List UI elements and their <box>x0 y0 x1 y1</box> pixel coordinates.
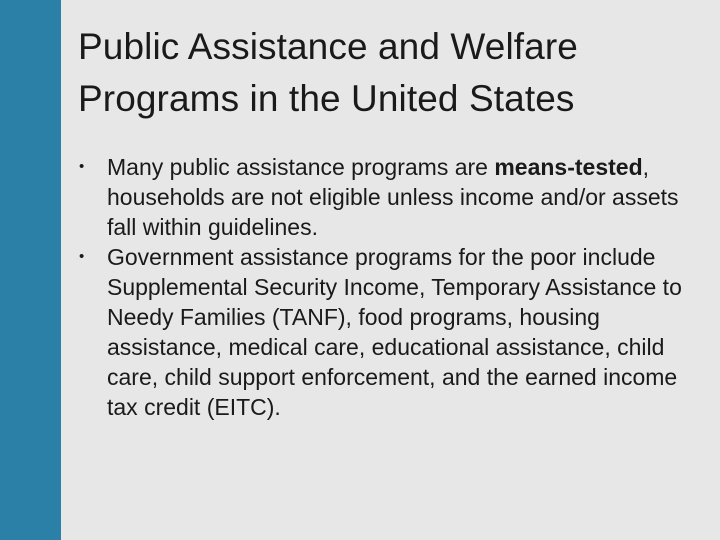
bullet-bold-term: means-tested <box>494 154 643 180</box>
bullet-text: Government assistance programs for the poor include Supplemental Security Income, Temporary Assistance to Needy Families (TANF), food programs, housing assistance, medical care, educational assistance, child care, child support enforcement, and the earned income tax credit (EITC). <box>107 244 682 420</box>
accent-sidebar <box>0 0 61 540</box>
bullet-item-programs <box>78 242 714 422</box>
bullet-dot-icon: • <box>79 248 85 265</box>
bullet-dot-icon: • <box>79 158 85 175</box>
bullet-text-before: Many public assistance programs are <box>107 154 495 180</box>
slide-title: Public Assistance and Welfare Programs in the United States <box>78 26 578 119</box>
bullet-item-means-tested <box>78 152 714 242</box>
bullet-text-after: , households are not eligible unless income and/or assets fall within guidelines. <box>107 154 679 240</box>
bullet-list <box>78 152 714 422</box>
